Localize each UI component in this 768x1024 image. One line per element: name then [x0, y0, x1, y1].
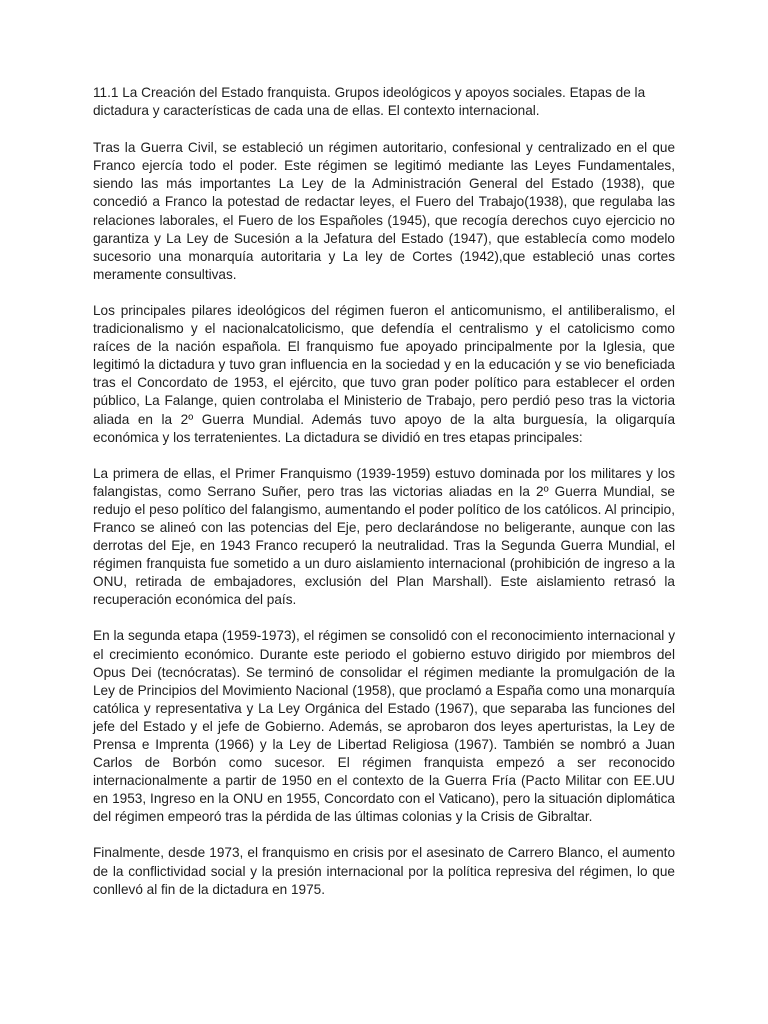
paragraph-primer-franquismo: La primera de ellas, el Primer Franquismo (1939-1959) estuvo dominada por los militares y los falangistas, como Serrano Suñer, pero tras las victorias aliadas en la 2º Guerra Mundial, se redujo el peso político del falangismo, aumentando el poder político de los católicos. Al principio, Franco se alineó con las potencias del Eje, pero declarándose no beligerante, aunque con las derrotas del Eje, en 1943 Franco recuperó la neutralidad. Tras la Segunda Guerra Mundial, el régimen franquista fue sometido a un duro aislamiento internacional (prohibición de ingreso a la ONU, retirada de embajadores, exclusión del Plan Marshall). Este aislamiento retrasó la recuperación económica del país.: [93, 465, 675, 608]
paragraph-segunda-etapa: En la segunda etapa (1959-1973), el régimen se consolidó con el reconocimiento internacional y el crecimiento económico. Durante este periodo el gobierno estuvo dirigido por miembros del Opus Dei (tecnócratas). Se terminó de consolidar el régimen mediante la promulgación de la Ley de Principios del Movimiento Nacional (1958), que proclamó a España como una monarquía católica y representativa y La Ley Orgánica del Estado (1967), que separaba las funciones del jefe del Estado y el jefe de Gobierno. Además, se aprobaron dos leyes aperturistas, la Ley de Prensa e Imprenta (1966) y la Ley de Libertad Religiosa (1967). También se nombró a Juan Carlos de Borbón como sucesor. El régimen franquista empezó a ser reconocido internacionalmente a partir de 1950 en el contexto de la Guerra Fría (Pacto Militar con EE.UU en 1953, Ingreso en la ONU en 1955, Concordato con el Vaticano), pero la situación diplomática del régimen empeoró tras la pérdida de las últimas colonias y la Crisis de Gibraltar.: [93, 628, 675, 825]
paragraph-final-dictadura: Finalmente, desde 1973, el franquismo en crisis por el asesinato de Carrero Blanco, el aumento de la conflictividad social y la presión internacional por la política represiva del régimen, lo que conllevó al fin de la dictadura en 1975.: [93, 845, 675, 897]
document-page: [93, 84, 675, 917]
paragraph-pilares-ideologicos: Los principales pilares ideológicos del régimen fueron el anticomunismo, el antiliberalismo, el tradicionalismo y el nacionalcatolicismo, que defendía el centralismo y el catolicismo como raíces de la nación española. El franquismo fue apoyado principalmente por la Iglesia, que legitimó la dictadura y tuvo gran influencia en la sociedad y en la educación y se vio beneficiada tras el Concordato de 1953, el ejército, que tuvo gran poder político para establecer el orden público, La Falange, quien controlaba el Ministerio de Trabajo, pero perdió peso tras la victoria aliada en la 2º Guerra Mundial. Además tuvo apoyo de la alta burguesía, la oligarquía económica y los terratenientes. La dictadura se dividió en tres etapas principales:: [93, 302, 675, 445]
paragraph-leyes-fundamentales: Tras la Guerra Civil, se estableció un régimen autoritario, confesional y centralizado en el que Franco ejercía todo el poder. Este régimen se legitimó mediante las Leyes Fundamentales, siendo las más importantes La Ley de la Administración General del Estado (1938), que concedió a Franco la potestad de redactar leyes, el Fuero del Trabajo(1938), que regulaba las relaciones laborales, el Fuero de los Españoles (1945), que recogía derechos cuyo ejercicio no garantiza y La Ley de Sucesión a la Jefatura del Estado (1947), que establecía como modelo sucesorio una monarquía autoritaria y La ley de Cortes (1942),que estableció unas cortes meramente consultivas.: [93, 140, 675, 282]
document-title: 11.1 La Creación del Estado franquista. Grupos ideológicos y apoyos sociales. Etapas de la dictadura y características de cada una de ellas. El contexto internacional.: [93, 85, 646, 119]
